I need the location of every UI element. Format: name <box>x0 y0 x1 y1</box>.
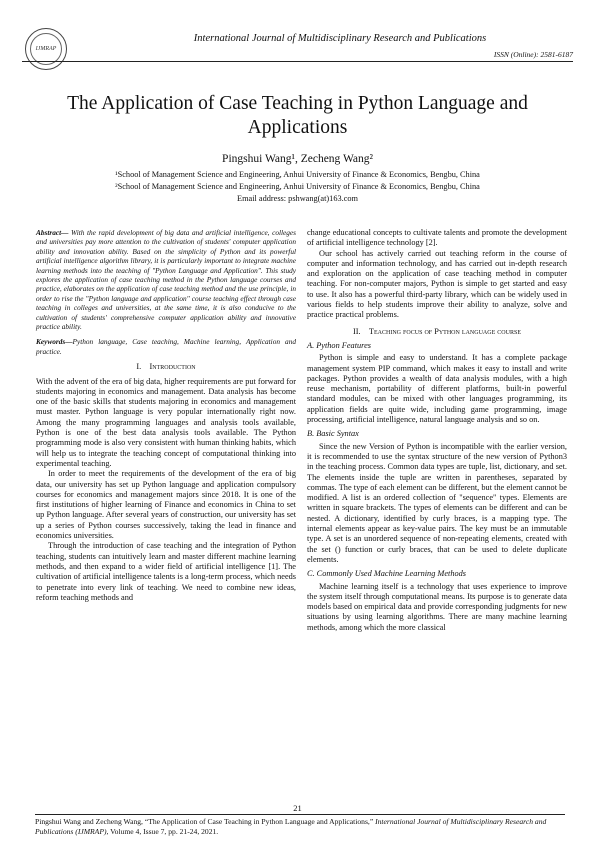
email: Email address: pshwang(at)163.com <box>237 194 358 203</box>
paper-title: The Application of Case Teaching in Python Language and Applications <box>67 93 528 138</box>
right-column <box>307 228 567 633</box>
paragraph: Python is simple and easy to understand. It has a complete package management system PIP command, which makes it easy to install and write packages. Python provides a wealth of data analysis modules, with a high reuse mechanism, portability of different platforms, built-in powerful standard modules, can be mixed with other languages programming, its application fields are quite wide, including game programming, image processing, artificial intelligence, natural language analysis and so on. <box>307 353 567 425</box>
subsection-heading-b: B. Basic Syntax <box>307 429 359 439</box>
section-heading-teaching-focus <box>307 327 567 337</box>
keywords-label: Keywords— <box>36 337 73 347</box>
footer-rule <box>35 814 565 815</box>
paragraph: change educational concepts to cultivate talents and promote the development of artificial intelligence technology [2]. <box>307 228 567 248</box>
abstract <box>36 228 296 331</box>
paragraph: Machine learning itself is a technology that uses experience to improve the system itself through computational means. Its purpose is to generate data models based on empirical data and provide corresponding judgments for new situations by using learning algorithms. There are many machine learning methods, among which the more classical <box>307 581 567 632</box>
section-title: Introduction <box>149 362 196 372</box>
journal-logo <box>25 28 67 70</box>
section-number: II. <box>353 326 361 336</box>
subsection-heading-c: C. Commonly Used Machine Learning Methods <box>307 569 467 579</box>
abstract-text: With the rapid development of big data and artificial intelligence, colleges and universities pay more attention to the cultivation of students' computer application ability and innovation ability. Based on the simplicity of Python and its powerful artificial intelligence algorithm library, it is particularly important to integrate machine learning methods into the teaching of "Python Language and Application". This study explores the application of case teaching method in the Python language courses and practice, elaborates on the application of case teaching method and the use principle, in order to rise the "Python language and application" course teaching effect through case teaching in colleges and universities, at the same time, it is also conducive to the cultivation of students' comprehensive computer application ability and innovative practice ability. <box>36 228 296 332</box>
section-heading-introduction <box>36 362 296 372</box>
citation <box>35 817 565 837</box>
keywords-text: Python language, Case teaching, Machine learning, Application and practice. <box>36 337 296 356</box>
issn: ISSN (Online): 2581-6187 <box>493 50 573 59</box>
page-number: 21 <box>293 803 302 813</box>
citation-tail: , Volume 4, Issue 7, pp. 21-24, 2021. <box>106 827 219 836</box>
citation-journal: International Journal of Multidisciplinary Research and Publications (IJMRAP) <box>35 817 547 836</box>
section-title: Teaching focus of Python language course <box>368 326 521 336</box>
authors: Pingshui Wang¹, Zecheng Wang² <box>222 153 373 165</box>
paragraph: Through the introduction of case teaching and the integration of Python teaching, students can intuitively learn and master different machine learning methods, and then expand to a wider field of artificial intelligence [1]. The cultivation of artificial intelligence talents is a long-term process, which needs to penetrate into every link of teaching. We need to combine new ideas, reform teaching methods and <box>36 541 296 602</box>
header-rule <box>22 61 573 62</box>
left-column <box>36 228 296 603</box>
paragraph: Our school has actively carried out teaching reform in the course of computer and information technology, and has carried out in-depth research and exploration on the application of case teaching method in computer teaching. For non-computer majors, Python is simple to get started and easy to use. It also has a powerful third-party library, which can be widely used in various fields to help students improve their ability to analyze, solve and practice practical problems. <box>307 248 567 320</box>
keywords <box>36 337 296 356</box>
section-number: I. <box>136 362 142 372</box>
citation-text: Pingshui Wang and Zecheng Wang, “The Application of Case Teaching in Python Language and Applications,” <box>35 817 376 826</box>
affiliation-1: ¹School of Management Science and Engineering, Anhui University of Finance & Economics, Bengbu, China <box>115 170 480 179</box>
paragraph: In order to meet the requirements of the development of the era of big data, our university has set up Python language and application compulsory courses for economics and management majors since 2018. It is one of the first institutions of higher learning of Finance and economics in China to set up Python language. After several years of construction, our university has set up a series of Python courses successively, taking the lead in finance and economics universities. <box>36 469 296 541</box>
abstract-label: Abstract— <box>36 228 69 237</box>
paragraph: Since the new Version of Python is incompatible with the earlier version, it is recommended to use the syntax structure of the new version of Python3 in the teaching process. Common data types are tuple, list, dictionary, and set. The elements inside the tuple are written in parentheses, separated by commas. The type of each element can be different, but the element cannot be modified. A list is an ordered collection of "sequence" types. Elements are written in square brackets. The types of elements can be different and can be nested. A dictionary, identified by curly braces, is a mapping type. The internal elements appear as key-value pairs. The key must be an immutable type. A set is an unordered sequence of non-repeating elements, created with the set () function or curly braces, that can be used to delete duplicate elements. <box>307 441 567 564</box>
journal-name: International Journal of Multidisciplinary Research and Publications <box>193 33 487 44</box>
subsection-heading-a: A. Python Features <box>307 340 371 350</box>
journal-logo-text: IJMRAP <box>35 46 57 52</box>
paragraph: With the advent of the era of big data, higher requirements are put forward for students majoring in economics and management. Data analysis has become one of the basic skills that students majoring in economics and management must master. Python language is very popular internationally right now. Among the many programming languages and analysis tools available, Python is one of the best data analysis tools available. The Python programming mode is also very consistent with human thinking habits, which will help us to integrate the teaching concept of computational thinking into experimental teaching. <box>36 376 296 468</box>
affiliation-2: ²School of Management Science and Engineering, Anhui University of Finance & Economics, Bengbu, China <box>115 182 480 191</box>
